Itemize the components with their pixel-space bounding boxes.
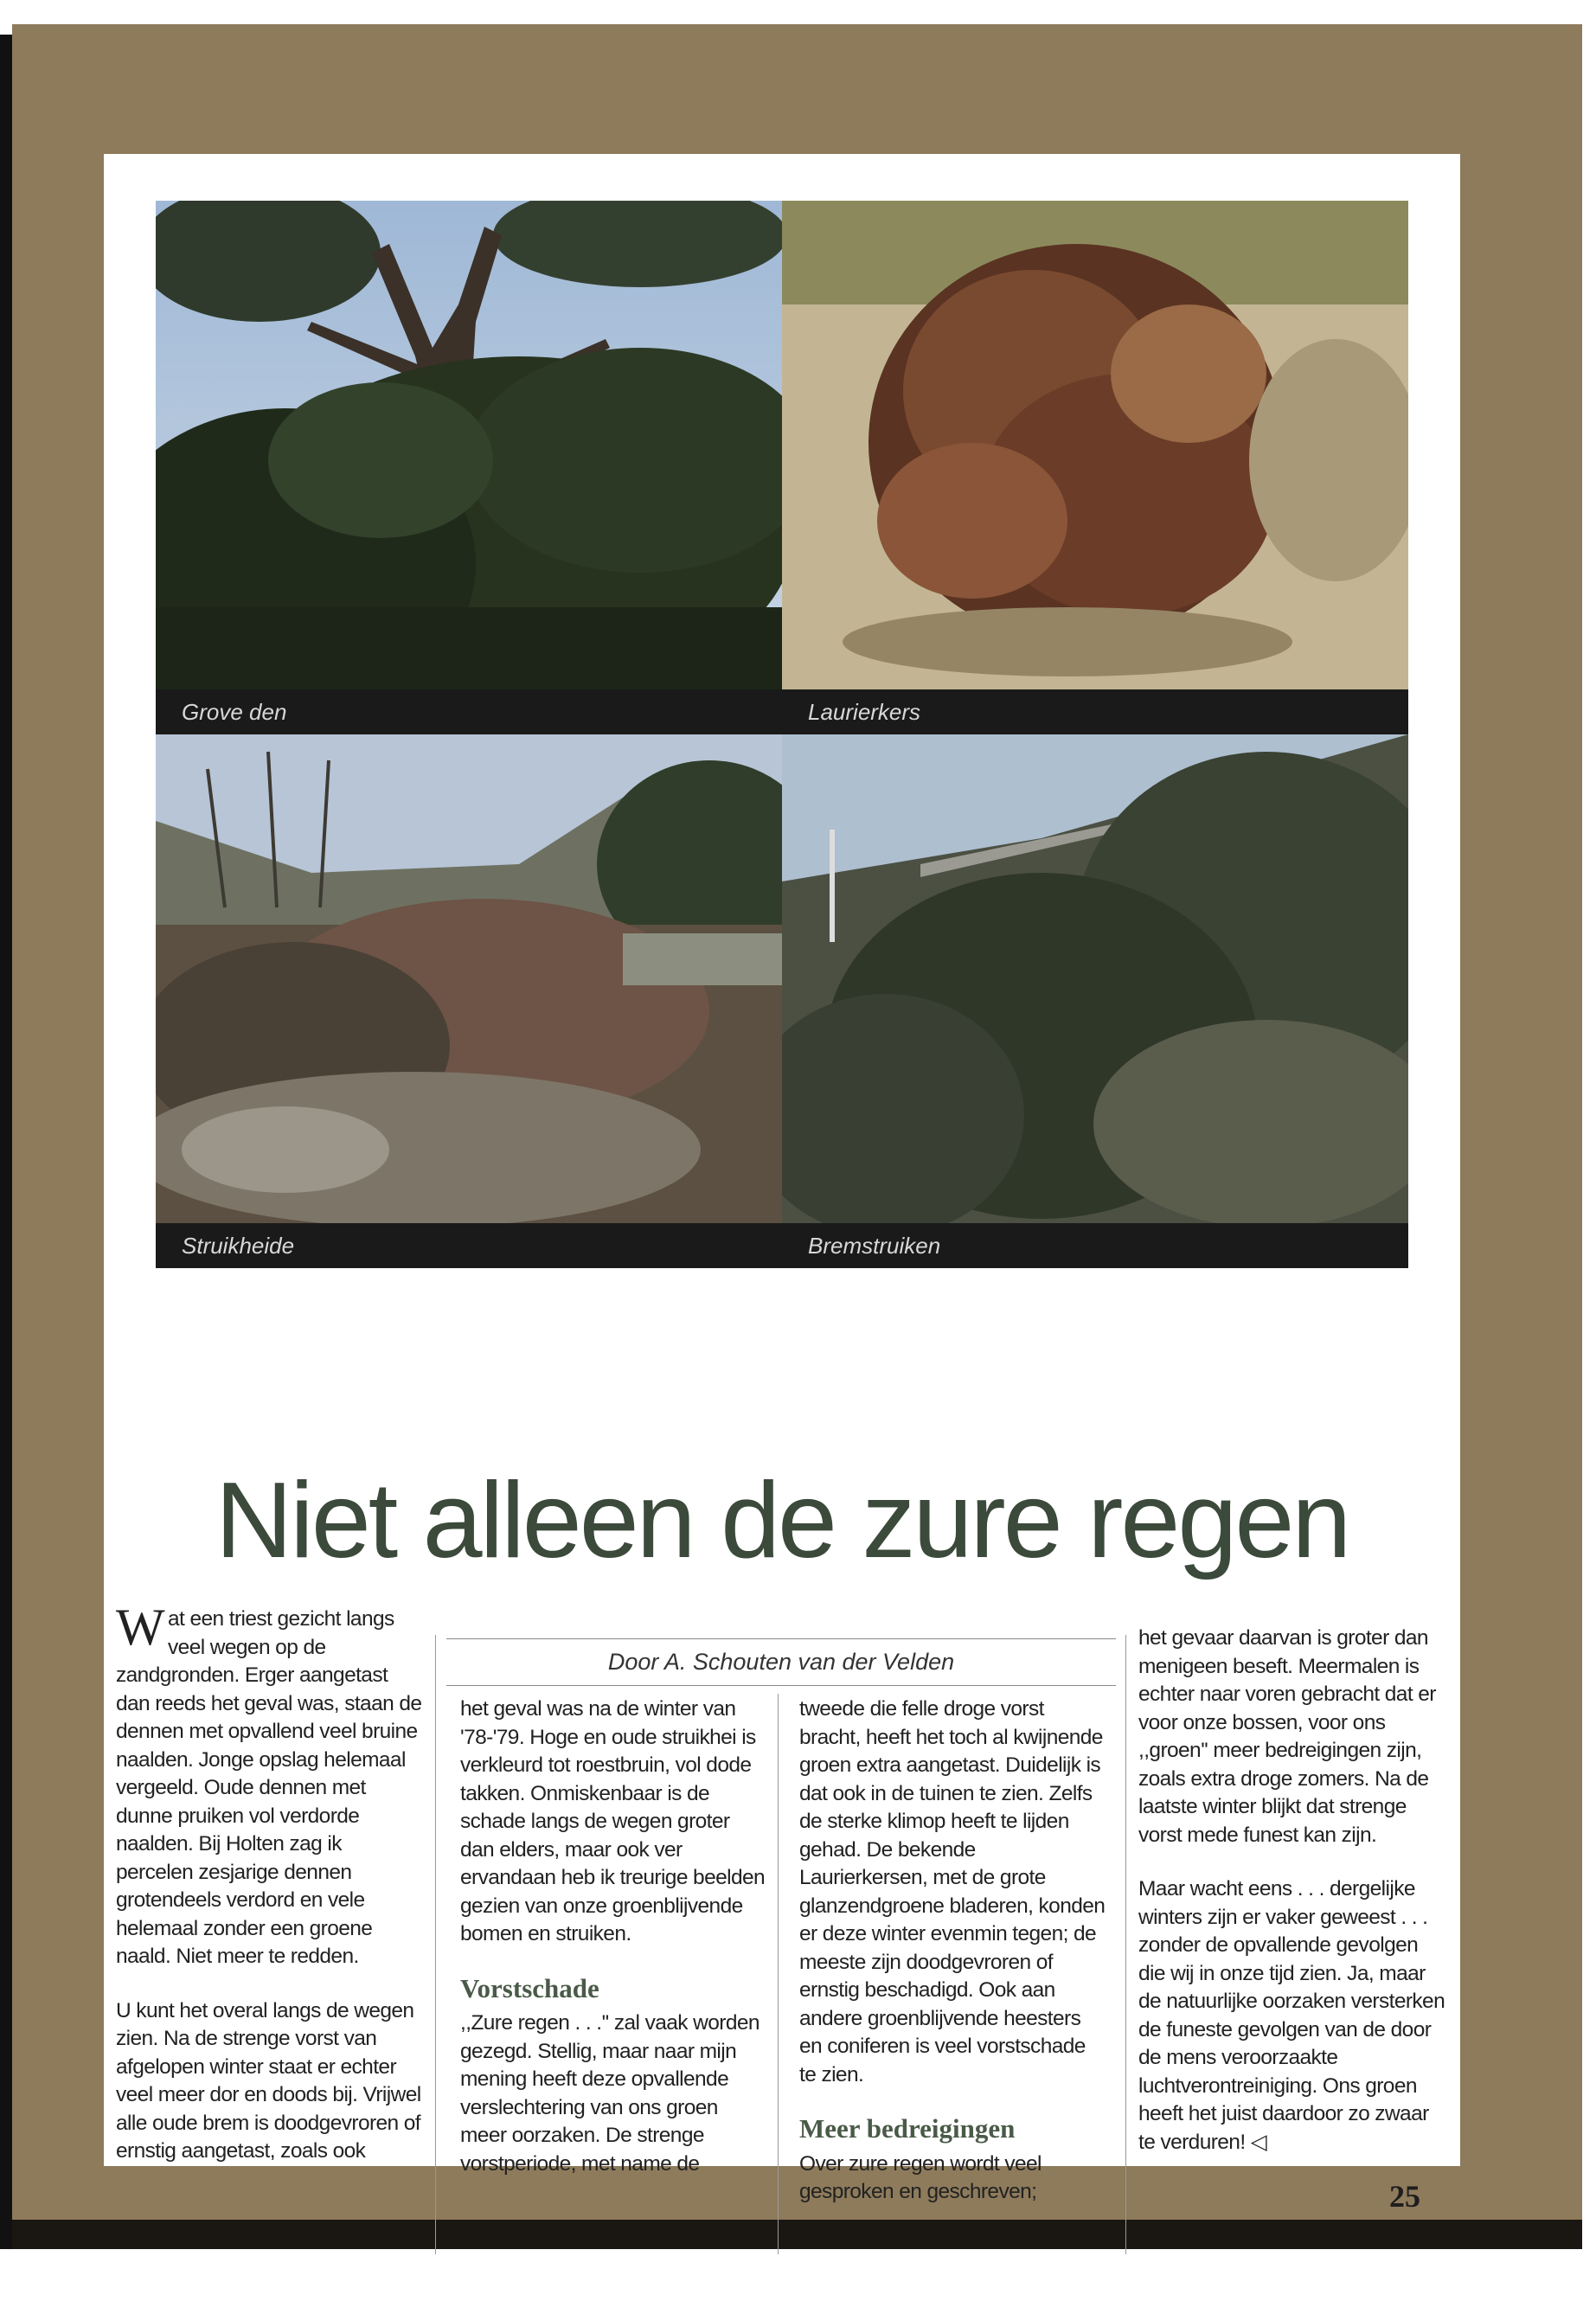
photo-grove-den	[156, 201, 782, 689]
article-paragraph: het geval was na de winter van '78-'79. Hoge en oude struikhei is verkleurd tot roestbruin, vol dode takken. Onmiskenbaar is de schade langs de wegen groter dan elders, maar ook ver ervandaan heb ik treurige beelden gezien van onze groenblijvende bomen en struiken.	[460, 1697, 766, 1945]
caption-grove-den: Grove den	[156, 689, 782, 734]
page-number: 25	[1389, 2179, 1420, 2214]
byline-bottom-rule	[446, 1685, 1116, 1686]
article-column-1	[116, 1599, 424, 2192]
byline: Door A. Schouten van der Velden	[607, 1649, 955, 1675]
article-paragraph: Over zure regen wordt veel gesproken en geschreven;	[799, 2151, 1042, 2203]
photo-bremstruiken	[782, 734, 1408, 1223]
subhead-vorstschade: Vorstschade	[460, 1972, 599, 2003]
article-paragraph: Wat een triest gezicht langs veel wegen op de zandgronden. Erger aangetast dan reeds het geval was, staan de dennen met opvallend veel bruine naalden. Jonge opslag helemaal vergeeld. Oude dennen met dunne pruiken vol verdorde naalden. Bij Holten zag ik percelen zesjarige dennen grotendeels verdord en vele helemaal zonder een groene naald. Niet meer te redden.	[116, 1599, 422, 1968]
caption-bremstruiken: Bremstruiken	[782, 1223, 1408, 1268]
pine-tree-image	[156, 201, 782, 689]
photo-laurierkers	[782, 201, 1408, 689]
article-paragraph: U kunt het overal langs de wegen zien. Na de strenge vorst van afgelopen winter staat er echter veel meer dor en doods bij. Vrijwel alle oude brem is doodgevroren of ernstig aangetast, zoals ook	[116, 1998, 421, 2163]
drop-cap: W	[116, 1599, 165, 1656]
article-paragraph: ,,Zure regen . . .'' zal vaak worden gezegd. Stellig, maar naar mijn mening heeft deze opvallende verslechtering van ons groen meer oorzaken. De strenge vorstperiode, met name de	[460, 2011, 760, 2176]
subhead-meer-bedreigingen: Meer bedreigingen	[799, 2113, 1016, 2144]
caption-struikheide: Struikheide	[156, 1223, 782, 1268]
article-column-4	[1138, 1625, 1446, 2182]
laurel-bush-image	[782, 201, 1408, 689]
heather-image	[156, 734, 782, 1223]
article-paragraph: het gevaar daarvan is groter dan menigeen beseft. Meermalen is echter naar voren gebracht dat er voor onze bossen, voor ons ,,groen'' meer bedreigingen zijn, zoals extra droge zomers. Na de laatste winter blijkt dat strenge vorst mede funest kan zijn.	[1138, 1626, 1436, 1847]
byline-top-rule	[446, 1638, 1116, 1639]
article-column-3	[799, 1695, 1107, 2233]
photo-struikheide	[156, 734, 782, 1223]
article-paragraph: Maar wacht eens . . . dergelijke winters zijn er vaker geweest . . . zonder de opvallende gevolgen die wij in onze tijd zien. Ja, maar de natuurlijke oorzaken versterken de funeste gevolgen van de door de mens veroorzaakte luchtverontreiniging. Ons groen heeft het juist daardoor zo zwaar te verduren! ◁	[1138, 1877, 1445, 2154]
broom-shrubs-image	[782, 734, 1408, 1223]
scan-bottom-margin	[0, 2254, 1596, 2301]
scan-edge	[0, 35, 12, 2249]
page-frame	[12, 24, 1582, 2249]
column-rule-2	[778, 1694, 779, 2275]
column-rule-1	[435, 1635, 436, 2275]
article-column-2	[460, 1695, 768, 2204]
article-title: Niet alleen de zure regen	[215, 1461, 1349, 1580]
caption-laurierkers: Laurierkers	[782, 689, 1408, 734]
column-rule-3	[1125, 1635, 1126, 2275]
article-paragraph: tweede die felle droge vorst bracht, heeft het toch al kwijnende groen extra aangetast. Duidelijk is dat ook in de tuinen te zien. Zelfs de sterke klimop heeft te lijden gehad. De bekende Laurierkersen, met de grote glanzendgroene bladeren, konden er deze winter evenmin tegen; de meeste zijn doodgevroren of ernstig beschadigd. Ook aan andere groenblijvende heesters en coniferen is veel vorstschade te zien.	[799, 1697, 1106, 2086]
